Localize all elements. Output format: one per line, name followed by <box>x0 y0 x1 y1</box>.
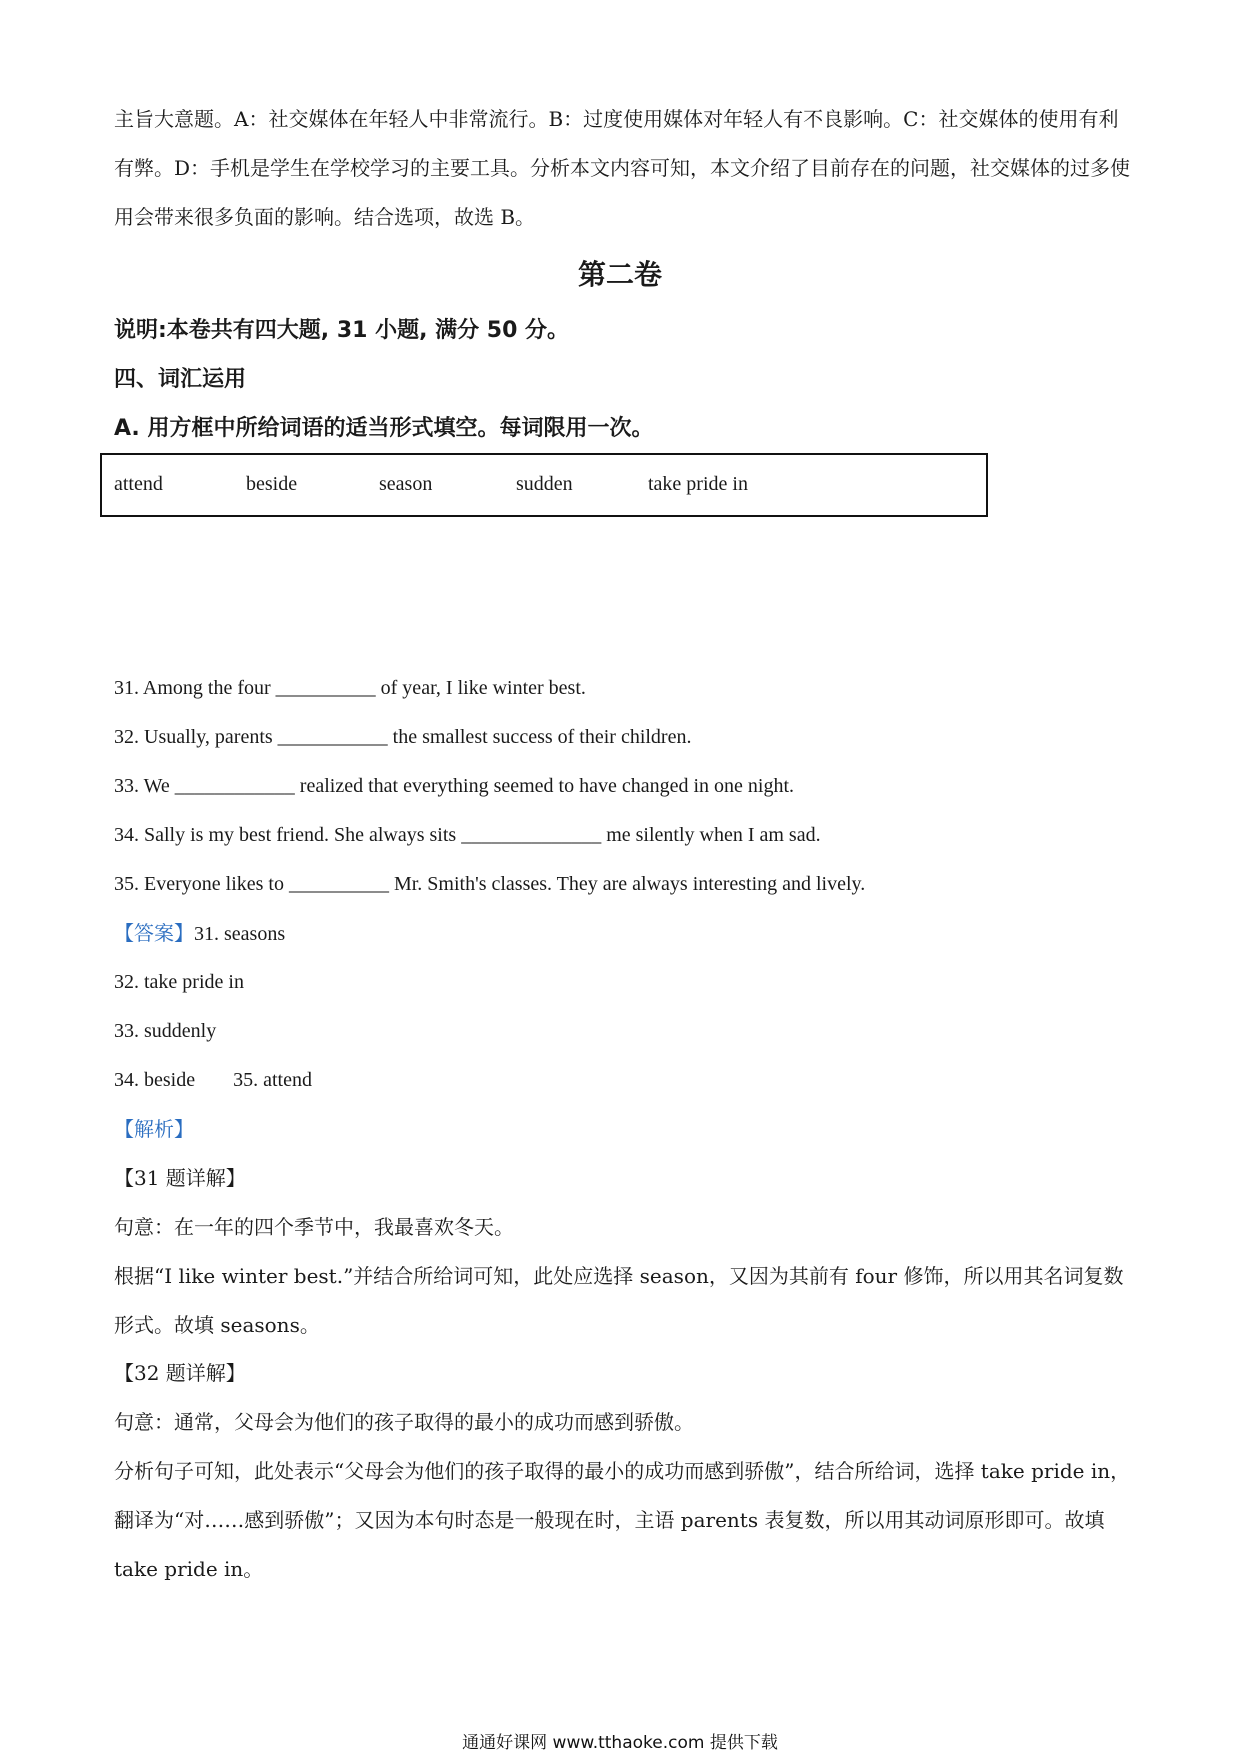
explain-32-heading: 【32 题详解】 <box>114 1361 246 1385</box>
word-box-item: attend <box>114 473 163 495</box>
explain-31-heading: 【31 题详解】 <box>114 1166 246 1190</box>
explain-31-reasoning: 根据“I like winter best.”并结合所给词可知，此处应选择 season，又因为其前有 four 修饰，所以用其名词复数形式。故填 seasons。 <box>114 1264 1124 1337</box>
explain-32-meaning: 句意：通常，父母会为他们的孩子取得的最小的成功而感到骄傲。 <box>114 1410 694 1434</box>
question-34: 34. Sally is my best friend. She always sits ______________ me silently when I am sad. <box>114 824 821 846</box>
answer-32: 32. take pride in <box>114 971 244 993</box>
answer-34: 34. beside <box>114 1069 196 1091</box>
page-footer: 通通好课网 www.tthaoke.com 提供下载 <box>462 1733 778 1753</box>
answer-35: 35. attend <box>233 1069 312 1091</box>
answer-line <box>114 918 285 949</box>
word-box-item: beside <box>246 473 298 495</box>
volume-note: 说明:本卷共有四大题, 31 小题, 满分 50 分。 <box>114 318 570 343</box>
question-35: 35. Everyone likes to __________ Mr. Smith's classes. They are always interesting and lively. <box>114 873 866 895</box>
answer-31: 31. seasons <box>194 923 286 945</box>
word-box <box>100 453 988 517</box>
answer-33: 33. suddenly <box>114 1020 217 1042</box>
section-title: 四、词汇运用 <box>114 367 247 392</box>
word-box-item: take pride in <box>648 473 748 495</box>
question-31: 31. Among the four __________ of year, I like winter best. <box>114 677 586 699</box>
explain-31-meaning: 句意：在一年的四个季节中，我最喜欢冬天。 <box>114 1215 514 1239</box>
subsection-title: A. 用方框中所给词语的适当形式填空。每词限用一次。 <box>114 416 654 441</box>
answer-34-35 <box>114 1065 312 1095</box>
analysis-tag: 【解析】 <box>114 1117 194 1141</box>
volume-title: 第二卷 <box>577 258 662 291</box>
explain-32-reasoning: 分析句子可知，此处表示“父母会为他们的孩子取得的最小的成功而感到骄傲”，结合所给词，选择 take pride in，翻译为“对……感到骄傲”；又因为本句时态是一般现在时，主语 parents 表复数，所以用其动词原形即可。故填 take pride in。 <box>114 1459 1131 1581</box>
question-32: 32. Usually, parents ___________ the smallest success of their children. <box>114 726 692 748</box>
word-box-item: season <box>379 473 433 495</box>
answer-tag: 【答案】 <box>114 921 194 945</box>
intro-paragraph: 主旨大意题。A：社交媒体在年轻人中非常流行。B：过度使用媒体对年轻人有不良影响。C：社交媒体的使用有利有弊。D：手机是学生在学校学习的主要工具。分析本文内容可知，本文介绍了目前存在的问题，社交媒体的过多使用会带来很多负面的影响。结合选项，故选 B。 <box>114 107 1131 229</box>
question-33: 33. We ____________ realized that everything seemed to have changed in one night. <box>114 775 795 797</box>
word-box-item: sudden <box>516 473 573 495</box>
